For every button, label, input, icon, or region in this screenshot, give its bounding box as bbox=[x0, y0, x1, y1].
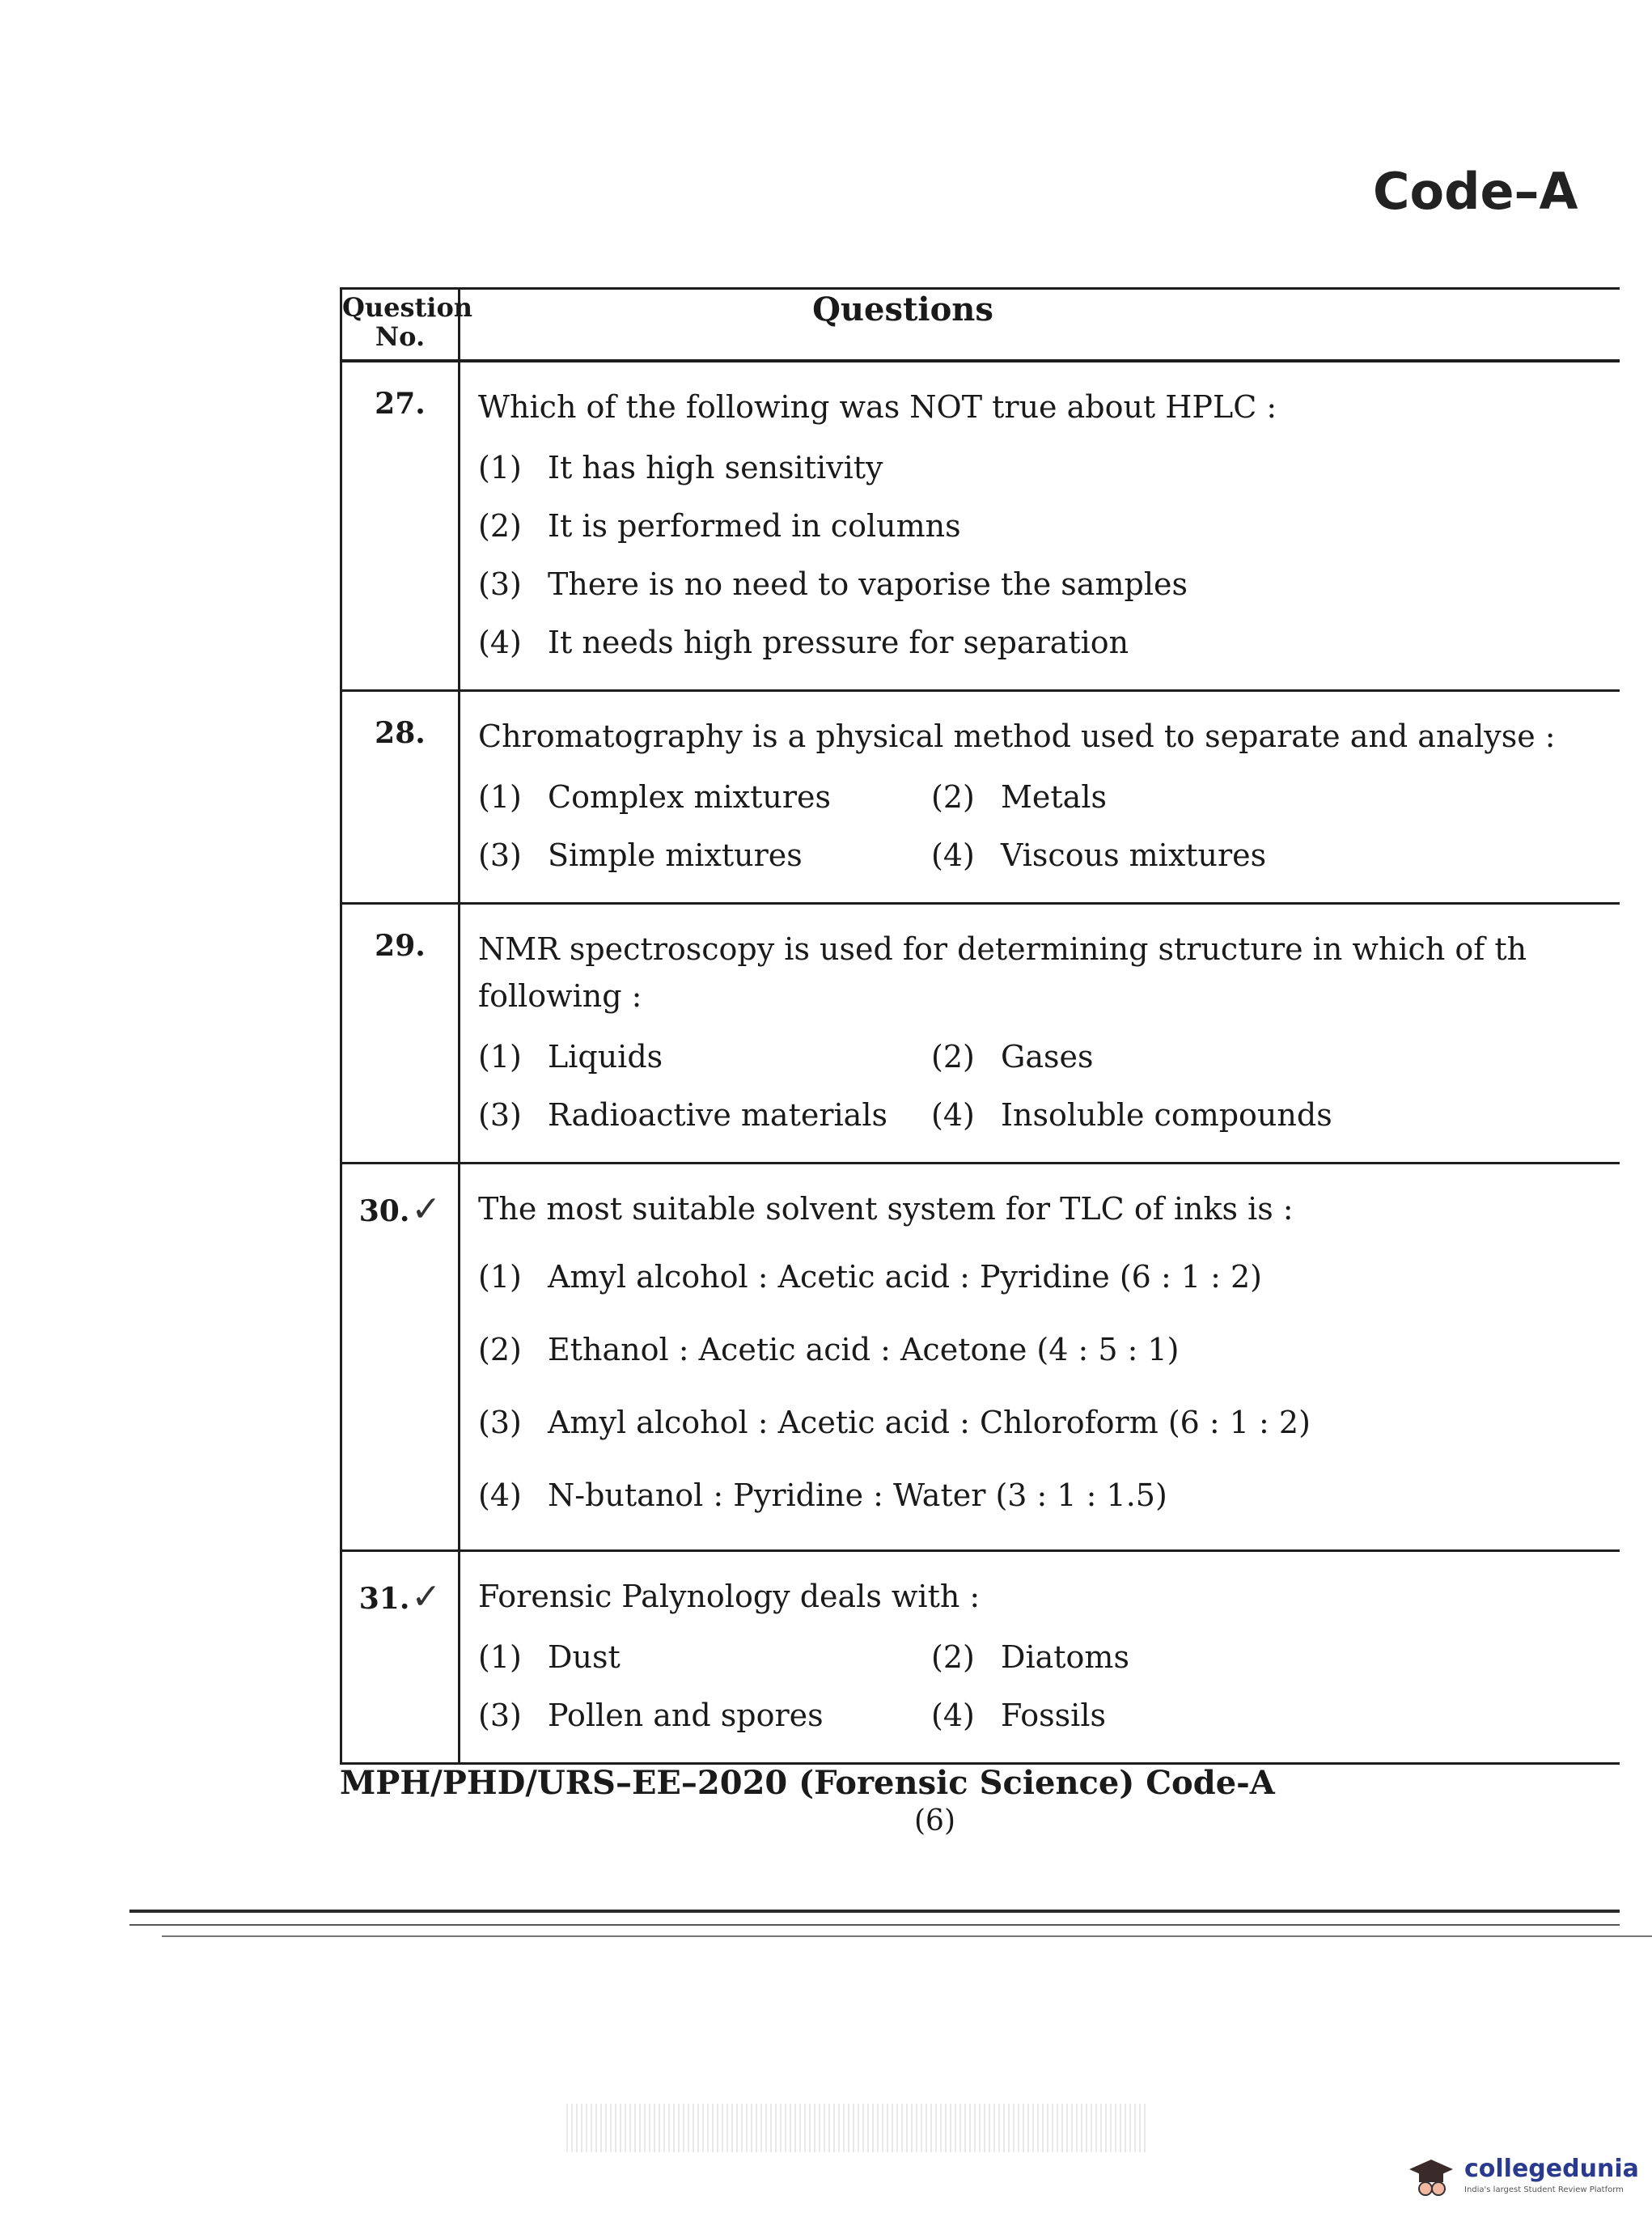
column-header-questions: Questions bbox=[460, 289, 1620, 362]
question-row-29 bbox=[341, 904, 1620, 1164]
option: (4) N-butanol : Pyridine : Water (3 : 1 : 1.5) bbox=[478, 1477, 1167, 1513]
option: (3) Radioactive materials bbox=[478, 1097, 887, 1133]
option: (1) Complex mixtures bbox=[478, 779, 831, 815]
question-row-28 bbox=[341, 691, 1620, 904]
option: (3) Simple mixtures bbox=[478, 837, 803, 873]
option: (4) Viscous mixtures bbox=[931, 837, 1267, 873]
brand-tagline: India's largest Student Review Platform bbox=[1464, 2185, 1624, 2194]
options-grid bbox=[478, 1628, 1620, 1744]
option: (1) Amyl alcohol : Acetic acid : Pyridine (6 : 1 : 2) bbox=[478, 1259, 1262, 1295]
question-number: 29. bbox=[341, 904, 460, 1164]
question-stem: NMR spectroscopy is used for determining structure in which of th bbox=[478, 931, 1527, 967]
page-number: (6) bbox=[914, 1804, 955, 1838]
option: (4) It needs high pressure for separation bbox=[478, 625, 1129, 660]
brand-name: collegedunia bbox=[1464, 2155, 1639, 2183]
question-number: 30.✓ bbox=[341, 1164, 460, 1551]
question-stem: Forensic Palynology deals with : bbox=[478, 1579, 981, 1614]
exam-footer: MPH/PHD/URS–EE–2020 (Forensic Science) Code-A bbox=[340, 1764, 1275, 1802]
option: (3) Pollen and spores bbox=[478, 1698, 824, 1733]
code-label: Code–A bbox=[1373, 162, 1578, 221]
question-stem: Chromatography is a physical method used to separate and analyse : bbox=[478, 719, 1556, 754]
questions-table bbox=[340, 287, 1620, 1765]
question-number: 27. bbox=[341, 361, 460, 691]
option: (2) Ethanol : Acetic acid : Acetone (4 : 5 : 1) bbox=[478, 1332, 1180, 1367]
question-row-27 bbox=[341, 361, 1620, 691]
page-edge-line bbox=[129, 1910, 1620, 1913]
page-edge-line bbox=[129, 1924, 1620, 1926]
graduation-cap-icon bbox=[1406, 2155, 1456, 2198]
page-edge-line bbox=[162, 1935, 1652, 1937]
option: (2) It is performed in columns bbox=[478, 508, 961, 544]
check-mark-icon: ✓ bbox=[411, 1189, 442, 1230]
option: (4) Fossils bbox=[931, 1698, 1106, 1733]
option: (1) Dust bbox=[478, 1639, 621, 1675]
question-stem-continued: following : bbox=[478, 978, 642, 1014]
option: (1) Liquids bbox=[478, 1039, 663, 1075]
scan-noise bbox=[566, 2104, 1149, 2152]
check-mark-icon: ✓ bbox=[411, 1576, 442, 1617]
table-header-row bbox=[341, 289, 1620, 362]
option: (4) Insoluble compounds bbox=[931, 1097, 1332, 1133]
question-stem: The most suitable solvent system for TLC of inks is : bbox=[478, 1191, 1294, 1227]
question-body bbox=[460, 1551, 1620, 1764]
options-grid bbox=[478, 1028, 1620, 1144]
question-body bbox=[460, 904, 1620, 1164]
question-number: 28. bbox=[341, 691, 460, 904]
option: (2) Metals bbox=[931, 779, 1107, 815]
option: (3) There is no need to vaporise the samples bbox=[478, 566, 1188, 602]
option: (1) It has high sensitivity bbox=[478, 450, 883, 485]
question-body bbox=[460, 1164, 1620, 1551]
question-row-30 bbox=[341, 1164, 1620, 1551]
question-body bbox=[460, 691, 1620, 904]
column-header-number: Question No. bbox=[341, 289, 460, 362]
option: (3) Amyl alcohol : Acetic acid : Chloroform (6 : 1 : 2) bbox=[478, 1405, 1311, 1440]
question-number: 31.✓ bbox=[341, 1551, 460, 1764]
question-body bbox=[460, 361, 1620, 691]
options-grid bbox=[478, 768, 1620, 884]
option: (2) Gases bbox=[931, 1039, 1094, 1075]
question-stem: Which of the following was NOT true about HPLC : bbox=[478, 389, 1277, 425]
option: (2) Diatoms bbox=[931, 1639, 1129, 1675]
question-row-31 bbox=[341, 1551, 1620, 1764]
collegedunia-watermark bbox=[1406, 2148, 1639, 2205]
